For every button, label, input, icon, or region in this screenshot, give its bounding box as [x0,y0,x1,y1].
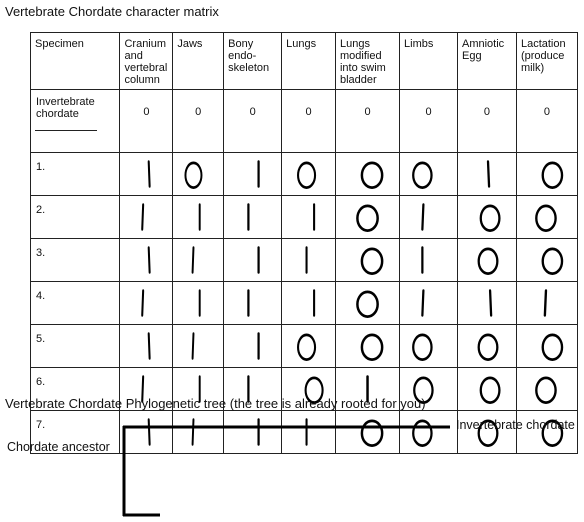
outgroup-value: 0 [335,90,399,153]
matrix-title: Vertebrate Chordate character matrix [5,4,219,19]
header-limbs: Limbs [400,33,458,90]
specimen-label: 3. [31,239,120,282]
header-lungs: Lungs [282,33,336,90]
specimen-label: 5. [31,325,120,368]
tip-label: Invertebrate chordate [456,418,575,432]
header-specimen: Specimen [31,33,120,90]
outgroup-value: 0 [120,90,173,153]
outgroup-value: 0 [224,90,282,153]
specimen-label: 6. [31,368,120,411]
header-lactation: Lactation (produce milk) [516,33,577,90]
header-swim-bladder: Lungs modified into swim bladder [335,33,399,90]
outgroup-name: Invertebrate chordate [31,90,120,153]
header-amniotic-egg: Amniotic Egg [457,33,516,90]
outgroup-value: 0 [457,90,516,153]
outgroup-value: 0 [516,90,577,153]
outgroup-value: 0 [282,90,336,153]
header-bony-endoskeleton: Bony endo- skeleton [224,33,282,90]
outgroup-value: 0 [400,90,458,153]
root-label: Chordate ancestor [7,440,110,454]
specimen-label: 1. [31,153,120,196]
specimen-label: 2. [31,196,120,239]
outgroup-value: 0 [173,90,224,153]
header-jaws: Jaws [173,33,224,90]
header-cranium: Cranium and vertebral column [120,33,173,90]
specimen-label: 7. [31,411,120,454]
tree-title: Vertebrate Chordate Phylogenetic tree (the tree is already rooted for you) [5,396,426,411]
specimen-label: 4. [31,282,120,325]
